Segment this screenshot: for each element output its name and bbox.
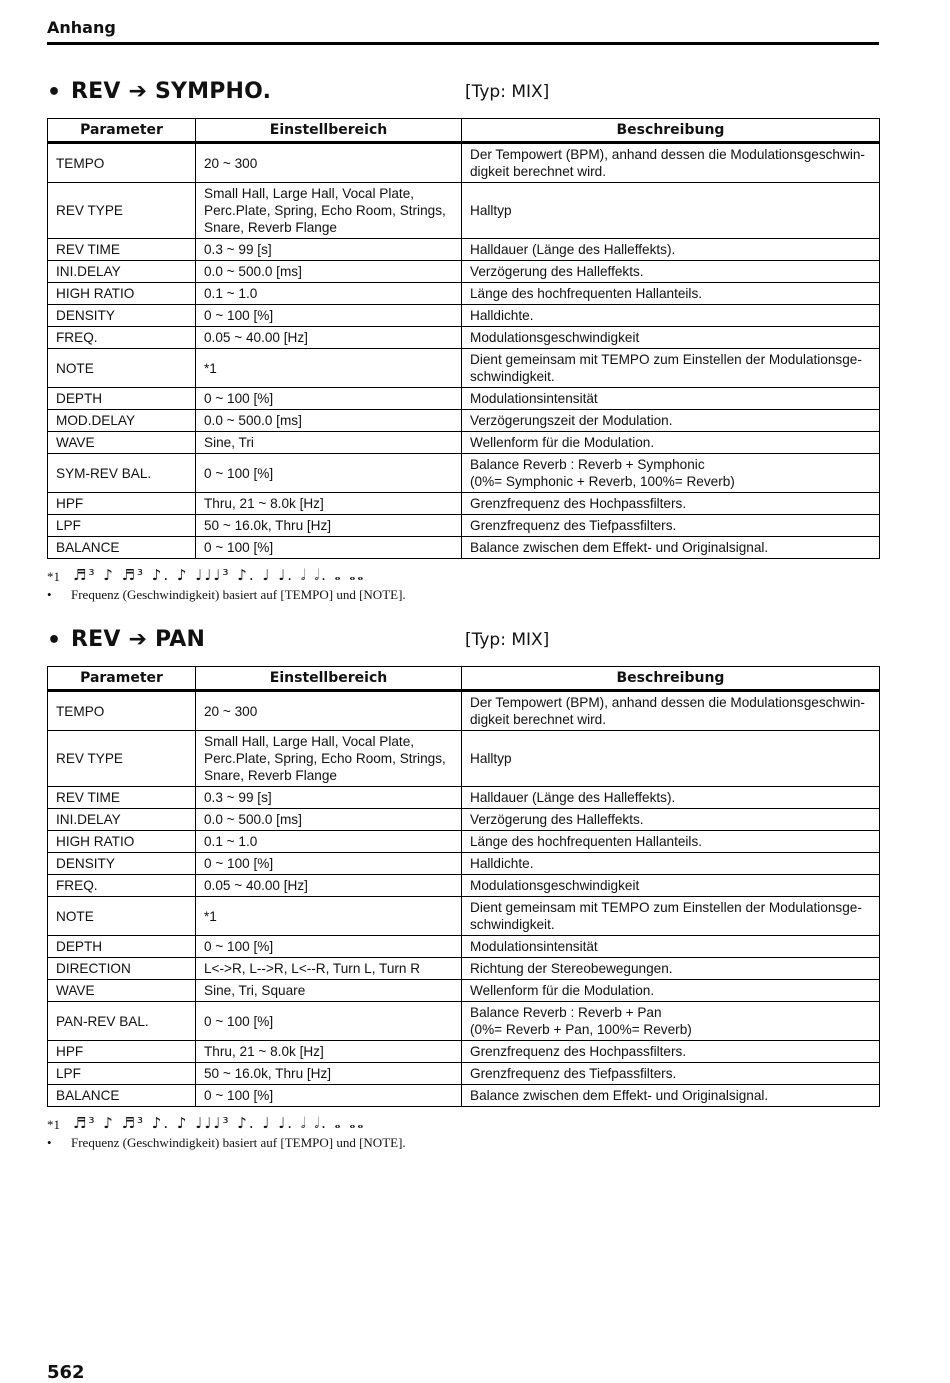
cell-range: Sine, Tri, Square [196, 980, 462, 1002]
table-row [48, 410, 880, 432]
cell-description: Wellenform für die Modulation. [462, 432, 880, 454]
table-row [48, 853, 880, 875]
cell-range: Thru, 21 ~ 8.0k [Hz] [196, 493, 462, 515]
cell-range: 0.05 ~ 40.00 [Hz] [196, 875, 462, 897]
cell-description: Dient gemeinsam mit TEMPO zum Einstellen der Modulationsge- schwindigkeit. [462, 897, 880, 936]
cell-parameter: REV TYPE [48, 183, 196, 239]
cell-description: Grenzfrequenz des Hochpassfilters. [462, 493, 880, 515]
footnote [47, 1114, 879, 1157]
cell-range: 0.05 ~ 40.00 [Hz] [196, 327, 462, 349]
table-row [48, 305, 880, 327]
cell-parameter: HPF [48, 493, 196, 515]
cell-description: Halltyp [462, 731, 880, 787]
footnote-marker: *1 [47, 1117, 60, 1132]
cell-range: Small Hall, Large Hall, Vocal Plate, Perc.Plate, Spring, Echo Room, Strings, Snare, Reverb Flange [196, 731, 462, 787]
footnote-text: Frequenz (Geschwindigkeit) basiert auf [TEMPO] und [NOTE]. [71, 587, 406, 602]
bullet-icon: • [47, 1135, 52, 1150]
table-header-row [48, 667, 880, 691]
cell-range: 0.0 ~ 500.0 [ms] [196, 410, 462, 432]
cell-description: Balance Reverb : Reverb + Pan (0%= Reverb + Pan, 100%= Reverb) [462, 1002, 880, 1041]
cell-description: Länge des hochfrequenten Hallanteils. [462, 831, 880, 853]
table-row [48, 388, 880, 410]
table-row [48, 432, 880, 454]
section-rev-sympho [47, 78, 879, 609]
cell-description: Balance zwischen dem Effekt- und Originalsignal. [462, 1085, 880, 1107]
cell-parameter: TEMPO [48, 143, 196, 183]
table-header-row [48, 119, 880, 143]
table-row [48, 958, 880, 980]
cell-parameter: FREQ. [48, 875, 196, 897]
cell-parameter: DEPTH [48, 936, 196, 958]
cell-description: Balance zwischen dem Effekt- und Originalsignal. [462, 537, 880, 559]
cell-parameter: FREQ. [48, 327, 196, 349]
cell-parameter: PAN-REV BAL. [48, 1002, 196, 1041]
cell-range: Thru, 21 ~ 8.0k [Hz] [196, 1041, 462, 1063]
table-row [48, 1002, 880, 1041]
cell-range: 0 ~ 100 [%] [196, 853, 462, 875]
cell-parameter: REV TIME [48, 239, 196, 261]
cell-parameter: HIGH RATIO [48, 831, 196, 853]
cell-range: 0 ~ 100 [%] [196, 936, 462, 958]
cell-range: 0 ~ 100 [%] [196, 537, 462, 559]
cell-parameter: MOD.DELAY [48, 410, 196, 432]
cell-description: Modulationsgeschwindigkeit [462, 327, 880, 349]
cell-description: Richtung der Stereobewegungen. [462, 958, 880, 980]
cell-description: Verzögerung des Halleffekts. [462, 809, 880, 831]
cell-parameter: NOTE [48, 349, 196, 388]
table-row [48, 1063, 880, 1085]
cell-description: Halltyp [462, 183, 880, 239]
section-heading [47, 78, 879, 118]
cell-description: Modulationsintensität [462, 936, 880, 958]
section-type: [Typ: MIX] [465, 630, 550, 650]
cell-range: 50 ~ 16.0k, Thru [Hz] [196, 1063, 462, 1085]
cell-description: Modulationsgeschwindigkeit [462, 875, 880, 897]
section-title: REV ➔ SYMPHO. [71, 79, 272, 104]
column-header-parameter: Parameter [48, 119, 196, 143]
table-row [48, 454, 880, 493]
table-row [48, 1085, 880, 1107]
cell-parameter: BALANCE [48, 1085, 196, 1107]
footnote-marker: *1 [47, 569, 60, 584]
table-row [48, 936, 880, 958]
cell-description: Wellenform für die Modulation. [462, 980, 880, 1002]
cell-range: 0 ~ 100 [%] [196, 1002, 462, 1041]
footnote-text: Frequenz (Geschwindigkeit) basiert auf [TEMPO] und [NOTE]. [71, 1135, 406, 1150]
cell-parameter: HPF [48, 1041, 196, 1063]
column-header-parameter: Parameter [48, 667, 196, 691]
bullet-icon: • [47, 628, 62, 653]
cell-parameter: WAVE [48, 980, 196, 1002]
cell-description: Halldauer (Länge des Halleffekts). [462, 239, 880, 261]
table-row [48, 283, 880, 305]
cell-parameter: LPF [48, 1063, 196, 1085]
table-row [48, 537, 880, 559]
table-row [48, 875, 880, 897]
cell-range: Small Hall, Large Hall, Vocal Plate, Perc.Plate, Spring, Echo Room, Strings, Snare, Reverb Flange [196, 183, 462, 239]
bullet-icon: • [47, 80, 62, 105]
cell-description: Der Tempowert (BPM), anhand dessen die Modulationsgeschwin- digkeit berechnet wird. [462, 691, 880, 731]
table-row [48, 787, 880, 809]
cell-parameter: DENSITY [48, 305, 196, 327]
cell-range: *1 [196, 897, 462, 936]
cell-description: Verzögerungszeit der Modulation. [462, 410, 880, 432]
cell-range: 0 ~ 100 [%] [196, 1085, 462, 1107]
cell-description: Modulationsintensität [462, 388, 880, 410]
bullet-icon: • [47, 587, 52, 602]
note-values-icon: ♬³ ♪ ♬³ ♪. ♪ ♩♩♩³ ♪. ♩ ♩. 𝅗𝅥 𝅗𝅥. 𝅝 𝅝𝅝 [73, 566, 366, 584]
column-header-range: Einstellbereich [196, 119, 462, 143]
cell-parameter: BALANCE [48, 537, 196, 559]
table-row [48, 980, 880, 1002]
table-row [48, 691, 880, 731]
cell-description: Länge des hochfrequenten Hallanteils. [462, 283, 880, 305]
table-row [48, 493, 880, 515]
cell-range: 0 ~ 100 [%] [196, 388, 462, 410]
cell-parameter: TEMPO [48, 691, 196, 731]
table-row [48, 261, 880, 283]
section-title: REV ➔ PAN [71, 627, 206, 652]
cell-range: 0 ~ 100 [%] [196, 305, 462, 327]
table-row [48, 349, 880, 388]
parameter-table [47, 118, 880, 559]
cell-description: Dient gemeinsam mit TEMPO zum Einstellen der Modulationsge- schwindigkeit. [462, 349, 880, 388]
column-header-description: Beschreibung [462, 119, 880, 143]
cell-parameter: DEPTH [48, 388, 196, 410]
cell-range: 0.1 ~ 1.0 [196, 831, 462, 853]
cell-parameter: DIRECTION [48, 958, 196, 980]
table-row [48, 239, 880, 261]
cell-range: 0.0 ~ 500.0 [ms] [196, 261, 462, 283]
table-row [48, 327, 880, 349]
cell-range: 20 ~ 300 [196, 691, 462, 731]
cell-description: Balance Reverb : Reverb + Symphonic (0%= Symphonic + Reverb, 100%= Reverb) [462, 454, 880, 493]
cell-parameter: REV TYPE [48, 731, 196, 787]
footnote [47, 566, 879, 609]
table-row [48, 183, 880, 239]
table-row [48, 809, 880, 831]
cell-range: L<->R, L-->R, L<--R, Turn L, Turn R [196, 958, 462, 980]
table-row [48, 831, 880, 853]
cell-parameter: WAVE [48, 432, 196, 454]
cell-parameter: INI.DELAY [48, 261, 196, 283]
column-header-range: Einstellbereich [196, 667, 462, 691]
cell-description: Der Tempowert (BPM), anhand dessen die Modulationsgeschwin- digkeit berechnet wird. [462, 143, 880, 183]
cell-range: 0 ~ 100 [%] [196, 454, 462, 493]
page-header: Anhang [47, 18, 116, 37]
cell-parameter: LPF [48, 515, 196, 537]
page-number: 562 [47, 1362, 85, 1383]
cell-range: 0.3 ~ 99 [s] [196, 239, 462, 261]
parameter-table [47, 666, 880, 1107]
header-rule [47, 42, 879, 45]
cell-description: Halldauer (Länge des Halleffekts). [462, 787, 880, 809]
cell-range: 20 ~ 300 [196, 143, 462, 183]
cell-parameter: HIGH RATIO [48, 283, 196, 305]
cell-range: 0.0 ~ 500.0 [ms] [196, 809, 462, 831]
cell-description: Verzögerung des Halleffekts. [462, 261, 880, 283]
cell-description: Halldichte. [462, 853, 880, 875]
cell-parameter: SYM-REV BAL. [48, 454, 196, 493]
section-heading [47, 626, 879, 666]
table-row [48, 515, 880, 537]
section-rev-pan [47, 626, 879, 1157]
column-header-description: Beschreibung [462, 667, 880, 691]
cell-description: Grenzfrequenz des Hochpassfilters. [462, 1041, 880, 1063]
cell-range: 0.1 ~ 1.0 [196, 283, 462, 305]
cell-range: *1 [196, 349, 462, 388]
cell-description: Grenzfrequenz des Tiefpassfilters. [462, 1063, 880, 1085]
cell-parameter: NOTE [48, 897, 196, 936]
note-values-icon: ♬³ ♪ ♬³ ♪. ♪ ♩♩♩³ ♪. ♩ ♩. 𝅗𝅥 𝅗𝅥. 𝅝 𝅝𝅝 [73, 1114, 366, 1132]
cell-description: Halldichte. [462, 305, 880, 327]
cell-parameter: DENSITY [48, 853, 196, 875]
table-row [48, 1041, 880, 1063]
table-row [48, 731, 880, 787]
section-type: [Typ: MIX] [465, 82, 550, 102]
cell-parameter: REV TIME [48, 787, 196, 809]
cell-description: Grenzfrequenz des Tiefpassfilters. [462, 515, 880, 537]
table-row [48, 897, 880, 936]
cell-range: 0.3 ~ 99 [s] [196, 787, 462, 809]
table-row [48, 143, 880, 183]
cell-parameter: INI.DELAY [48, 809, 196, 831]
cell-range: 50 ~ 16.0k, Thru [Hz] [196, 515, 462, 537]
cell-range: Sine, Tri [196, 432, 462, 454]
